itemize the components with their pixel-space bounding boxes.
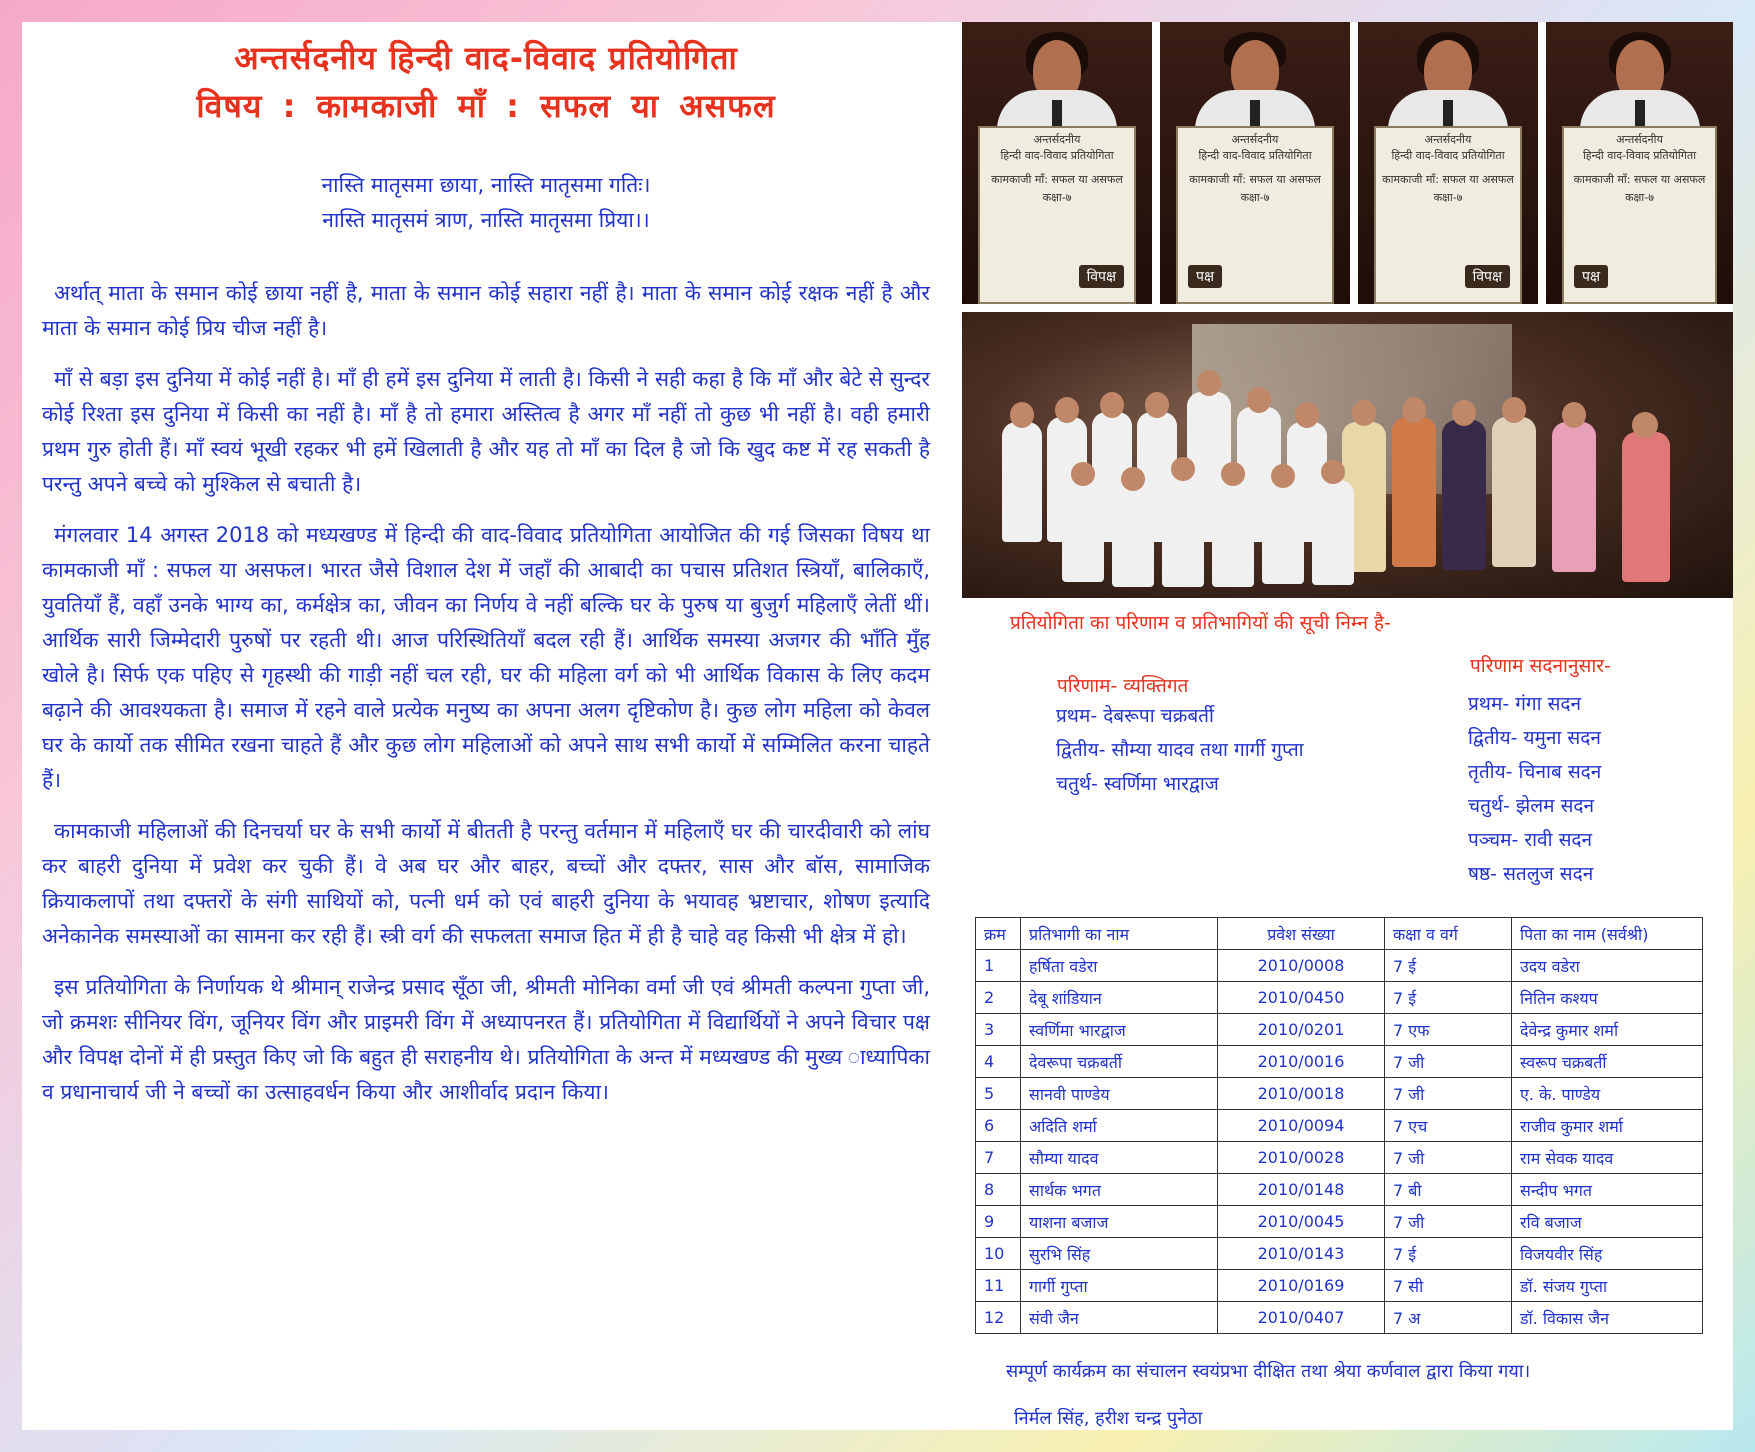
admission-number: 2010/0028 xyxy=(1218,1142,1385,1174)
admission-number: 2010/0008 xyxy=(1218,950,1385,982)
class-section: 7 जी xyxy=(1385,1046,1512,1078)
podium-text: कामकाजी माँ: सफल या असफल xyxy=(1382,173,1514,186)
table-header-row xyxy=(976,918,1703,950)
house-results-heading: परिणाम सदनानुसार- xyxy=(1470,655,1611,677)
podium-text: अन्तर्सदनीय xyxy=(1616,133,1663,146)
participant-name: स्वर्णिमा भारद्वाज xyxy=(1021,1014,1218,1046)
class-section: 7 जी xyxy=(1385,1206,1512,1238)
row-number: 8 xyxy=(976,1174,1021,1206)
result-item: द्वितीय- सौम्या यादव तथा गार्गी गुप्ता xyxy=(1056,739,1304,761)
result-item: चतुर्थ- झेलम सदन xyxy=(1468,795,1595,817)
conducted-note: सम्पूर्ण कार्यक्रम का संचालन स्वयंप्रभा दीक्षित तथा श्रेया कर्णवाल द्वारा किया गया। xyxy=(1006,1361,1531,1382)
father-name: डॉ. विकास जैन xyxy=(1512,1302,1703,1334)
table-row xyxy=(976,950,1703,982)
paragraph: अर्थात् माता के समान कोई छाया नहीं है, माता के समान कोई सहारा नहीं है। माता के समान कोई रक्षक नहीं है और माता के समान कोई प्रिय चीज नहीं है। xyxy=(42,281,930,340)
column-header: पिता का नाम (सर्वश्री) xyxy=(1512,918,1703,950)
table-row xyxy=(976,982,1703,1014)
class-section: 7 एच xyxy=(1385,1110,1512,1142)
father-name: रवि बजाज xyxy=(1512,1206,1703,1238)
column-header: प्रवेश संख्या xyxy=(1218,918,1385,950)
father-name: राजीव कुमार शर्मा xyxy=(1512,1110,1703,1142)
row-number: 9 xyxy=(976,1206,1021,1238)
speaker-photo xyxy=(1358,22,1538,304)
table-row xyxy=(976,1302,1703,1334)
result-item: चतुर्थ- स्वर्णिमा भारद्वाज xyxy=(1056,773,1219,795)
father-name: राम सेवक यादव xyxy=(1512,1142,1703,1174)
admission-number: 2010/0018 xyxy=(1218,1078,1385,1110)
class-section: 7 जी xyxy=(1385,1078,1512,1110)
admission-number: 2010/0450 xyxy=(1218,982,1385,1014)
participant-name: सानवी पाण्डेय xyxy=(1021,1078,1218,1110)
admission-number: 2010/0201 xyxy=(1218,1014,1385,1046)
speaker-photo xyxy=(962,22,1152,304)
podium-tag: पक्ष xyxy=(1188,265,1222,288)
podium-text: कामकाजी माँ: सफल या असफल xyxy=(1573,173,1706,186)
result-item: षष्ठ- सतलुज सदन xyxy=(1468,863,1594,885)
speaker-photo xyxy=(1546,22,1733,304)
row-number: 6 xyxy=(976,1110,1021,1142)
column-header: प्रतिभागी का नाम xyxy=(1021,918,1218,950)
participants-table xyxy=(975,917,1703,1334)
column-header: क्रम xyxy=(976,918,1021,950)
table-row xyxy=(976,1206,1703,1238)
result-item: तृतीय- चिनाब सदन xyxy=(1468,761,1602,783)
row-number: 1 xyxy=(976,950,1021,982)
participant-name: हर्षिता वडेरा xyxy=(1021,950,1218,982)
newsletter-page xyxy=(22,22,1733,1430)
row-number: 5 xyxy=(976,1078,1021,1110)
participant-name: गार्गी गुप्ता xyxy=(1021,1270,1218,1302)
podium-text: कक्षा-७ xyxy=(1240,191,1270,204)
table-row xyxy=(976,1046,1703,1078)
page-subject: विषय : कामकाजी माँ : सफल या असफल xyxy=(196,87,776,125)
class-section: 7 जी xyxy=(1385,1142,1512,1174)
participant-name: सार्थक भगत xyxy=(1021,1174,1218,1206)
class-section: 7 ई xyxy=(1385,950,1512,982)
results-heading: प्रतियोगिता का परिणाम व प्रतिभागियों की सूची निम्न है- xyxy=(1010,612,1391,634)
father-name: ए. के. पाण्डेय xyxy=(1512,1078,1703,1110)
participant-name: संवी जैन xyxy=(1021,1302,1218,1334)
admission-number: 2010/0016 xyxy=(1218,1046,1385,1078)
row-number: 7 xyxy=(976,1142,1021,1174)
individual-results-heading: परिणाम- व्यक्तिगत xyxy=(1057,675,1189,697)
class-section: 7 अ xyxy=(1385,1302,1512,1334)
row-number: 11 xyxy=(976,1270,1021,1302)
column-header: कक्षा व वर्ग xyxy=(1385,918,1512,950)
participant-name: सौम्या यादव xyxy=(1021,1142,1218,1174)
row-number: 4 xyxy=(976,1046,1021,1078)
podium-text: हिन्दी वाद-विवाद प्रतियोगिता xyxy=(1198,149,1312,162)
row-number: 10 xyxy=(976,1238,1021,1270)
podium-text: अन्तर्सदनीय xyxy=(1033,133,1081,146)
admission-number: 2010/0148 xyxy=(1218,1174,1385,1206)
paragraph: मंगलवार 14 अगस्त 2018 को मध्यखण्ड में हिन्दी की वाद-विवाद प्रतियोगिता आयोजित की गई जिसका विषय था कामकाजी माँ : सफल या असफल। भारत जैसे विशाल देश में जहाँ की आबादी का पचास प्रतिशत स्त्रियाँ, बालिकाएँ, युवतियाँ हैं, वहाँ उनके भाग्य का, कर्मक्षेत्र का, जीवन का निर्णय वे नहीं बल्कि घर के पुरुष या बुजुर्ग महिलाएँ लेतीं थीं। आर्थिक सारी जिम्मेदारी पुरुषों पर रहती थी। आज परिस्थितियाँ बदल रही हैं। आर्थिक समस्या अजगर की भाँति मुँह खोले है। सिर्फ एक पहिए से गृहस्थी की गाड़ी नहीं चल रही, घर की महिला वर्ग को भी आर्थिक विकास के लिए कदम बढ़ाने की आवश्यकता है। समाज में रहने वाले प्रत्येक मनुष्य का अपना अलग दृष्टिकोण है। कुछ लोग महिला को केवल घर के कार्यो तक सीमित रखना चाहते हैं और कुछ लोग महिलाओं को अपने साथ सभी कार्यो में सम्मिलित करना चाहते हैं। xyxy=(42,523,930,792)
podium-text: हिन्दी वाद-विवाद प्रतियोगिता xyxy=(1582,149,1697,162)
shloka-line: नास्ति मातृसमा छाया, नास्ति मातृसमा गतिः। xyxy=(321,173,651,197)
class-section: 7 बी xyxy=(1385,1174,1512,1206)
result-item: प्रथम- देबरूपा चक्रबर्ती xyxy=(1056,705,1214,727)
participant-name: अदिति शर्मा xyxy=(1021,1110,1218,1142)
admission-number: 2010/0045 xyxy=(1218,1206,1385,1238)
podium-text: अन्तर्सदनीय xyxy=(1231,133,1279,146)
page-title: अन्तर्सदनीय हिन्दी वाद-विवाद प्रतियोगिता xyxy=(234,39,738,77)
authors: निर्मल सिंह, हरीश चन्द्र पुनेठा xyxy=(1014,1408,1203,1429)
shloka-line: नास्ति मातृसमं त्राण, नास्ति मातृसमा प्रिया।। xyxy=(322,208,650,232)
admission-number: 2010/0143 xyxy=(1218,1238,1385,1270)
podium-text: हिन्दी वाद-विवाद प्रतियोगिता xyxy=(1000,149,1114,162)
results-column xyxy=(962,22,1733,1430)
row-number: 2 xyxy=(976,982,1021,1014)
table-row xyxy=(976,1014,1703,1046)
participant-name: याशना बजाज xyxy=(1021,1206,1218,1238)
table-row xyxy=(976,1174,1703,1206)
admission-number: 2010/0094 xyxy=(1218,1110,1385,1142)
podium-text: कामकाजी माँ: सफल या असफल xyxy=(1189,173,1321,186)
podium-tag: विपक्ष xyxy=(1079,265,1124,288)
class-section: 7 ई xyxy=(1385,982,1512,1014)
individual-results-list xyxy=(1056,699,1304,801)
father-name: देवेन्द्र कुमार शर्मा xyxy=(1512,1014,1703,1046)
result-item: प्रथम- गंगा सदन xyxy=(1468,693,1582,715)
shloka xyxy=(42,168,930,238)
class-section: 7 ई xyxy=(1385,1238,1512,1270)
podium-text: हिन्दी वाद-विवाद प्रतियोगिता xyxy=(1391,149,1505,162)
participant-name: देवरूपा चक्रबर्ती xyxy=(1021,1046,1218,1078)
class-section: 7 सी xyxy=(1385,1270,1512,1302)
podium-text: कक्षा-७ xyxy=(1625,191,1654,204)
father-name: स्वरूप चक्रबर्ती xyxy=(1512,1046,1703,1078)
article-column xyxy=(42,34,930,1110)
father-name: सन्दीप भगत xyxy=(1512,1174,1703,1206)
father-name: डॉ. संजय गुप्ता xyxy=(1512,1270,1703,1302)
father-name: उदय वडेरा xyxy=(1512,950,1703,982)
table-row xyxy=(976,1110,1703,1142)
father-name: विजयवीर सिंह xyxy=(1512,1238,1703,1270)
table-row xyxy=(976,1270,1703,1302)
podium-text: कामकाजी माँ: सफल या असफल xyxy=(991,173,1123,186)
participant-name: सुरभि सिंह xyxy=(1021,1238,1218,1270)
class-section: 7 एफ xyxy=(1385,1014,1512,1046)
podium-text: कक्षा-७ xyxy=(1042,191,1072,204)
result-item: पञ्चम- रावी सदन xyxy=(1468,829,1593,851)
result-item: द्वितीय- यमुना सदन xyxy=(1468,727,1601,749)
paragraph: इस प्रतियोगिता के निर्णायक थे श्रीमान् राजेन्द्र प्रसाद सूँठा जी, श्रीमती मोनिका वर्मा जी एवं श्रीमती कल्पना गुप्ता जी, जो क्रमशः सीनियर विंग, जूनियर विंग और प्राइमरी विंग में अध्यापनरत हैं। प्रतियोगिता में विद्यार्थियों ने अपने विचार पक्ष और विपक्ष दोनों में ही प्रस्तुत किए जो कि बहुत ही सराहनीय थे। प्रतियोगिता के अन्त में मध्यखण्ड की मुख्य ाध्यापिका व प्रधानाचार्य जी ने बच्चों का उत्साहवर्धन किया और आशीर्वाद प्रदान किया। xyxy=(42,975,930,1104)
podium-tag: विपक्ष xyxy=(1465,265,1510,288)
row-number: 3 xyxy=(976,1014,1021,1046)
admission-number: 2010/0169 xyxy=(1218,1270,1385,1302)
father-name: नितिन कश्यप xyxy=(1512,982,1703,1014)
group-photo xyxy=(962,312,1733,598)
row-number: 12 xyxy=(976,1302,1021,1334)
podium-text: अन्तर्सदनीय xyxy=(1424,133,1472,146)
house-results-list xyxy=(1468,687,1601,891)
admission-number: 2010/0407 xyxy=(1218,1302,1385,1334)
table-row xyxy=(976,1238,1703,1270)
participant-name: देबू शांडियान xyxy=(1021,982,1218,1014)
speaker-photo xyxy=(1160,22,1350,304)
paragraph: कामकाजी महिलाओं की दिनचर्या घर के सभी कार्यो में बीतती है परन्तु वर्तमान में महिलाएँ घर की चारदीवारी को लांघ कर बाहरी दुनिया में प्रवेश कर चुकी हैं। वे अब घर और बाहर, बच्चों और दफ्तर, सास और बॉस, सामाजिक क्रियाकलापों तथा दफ्तरों के संगी साथियों को, पत्नी धर्म को एवं बाहरी दुनिया के भयावह भ्रष्टाचार, शोषण इत्यादि अनेकानेक समस्याओं का सामना कर रही हैं। स्त्री वर्ग की सफलता समाज हित में ही है चाहे वह किसी भी क्षेत्र में हो। xyxy=(42,819,930,948)
podium-text: कक्षा-७ xyxy=(1433,191,1463,204)
podium-tag: पक्ष xyxy=(1574,265,1608,288)
table-row xyxy=(976,1142,1703,1174)
paragraph: माँ से बड़ा इस दुनिया में कोई नहीं है। माँ ही हमें इस दुनिया में लाती है। किसी ने सही कहा है कि माँ और बेटे से सुन्दर कोई रिश्ता इस दुनिया में किसी का नहीं है। माँ है तो हमारा अस्तित्व है अगर माँ नहीं तो कुछ भी नहीं है। वही हमारी प्रथम गुरु होती हैं। माँ स्वयं भूखी रहकर भी हमें खिलाती है और यह तो माँ का दिल है जो कि खुद कष्ट में रह सकती है परन्तु अपने बच्चे को मुश्किल से बचाती है। xyxy=(42,367,930,496)
table-row xyxy=(976,1078,1703,1110)
